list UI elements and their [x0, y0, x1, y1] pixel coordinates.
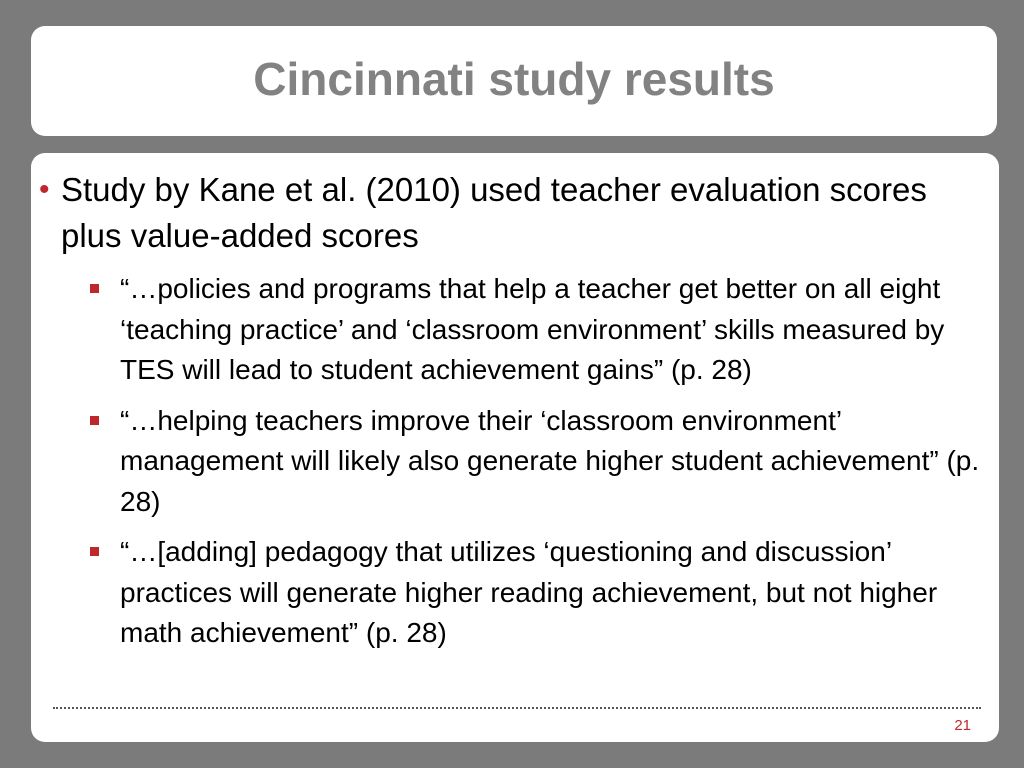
- sub-bullet-item: [120, 269, 990, 391]
- round-bullet-icon: •: [39, 173, 50, 206]
- square-bullet-icon: [90, 416, 99, 425]
- sub-bullet-text: “…policies and programs that help a teacher get better on all eight ‘teaching practice’ and ‘classroom environment’ skills measured by TES will lead to student achievement gains” (p. 28): [120, 273, 945, 385]
- page-number: 21: [954, 717, 971, 734]
- content-panel: [31, 153, 999, 742]
- sub-bullet-item: [120, 532, 990, 654]
- slide-title: Cincinnati study results: [253, 53, 775, 105]
- footer-divider: [53, 707, 981, 709]
- title-panel: [31, 26, 997, 136]
- square-bullet-icon: [90, 284, 99, 293]
- sub-bullet-text: “…helping teachers improve their ‘classroom environment’ management will likely also generate higher student achievement” (p. 28): [120, 404, 980, 517]
- sub-bullet-item: [120, 401, 990, 523]
- main-bullet-text: Study by Kane et al. (2010) used teacher evaluation scores plus value-added scores: [61, 171, 927, 254]
- sub-bullet-list: [31, 269, 999, 664]
- main-bullet: [39, 167, 991, 259]
- square-bullet-icon: [90, 547, 99, 556]
- sub-bullet-text: “…[adding] pedagogy that utilizes ‘questioning and discussion’ practices will generate higher reading achievement, but not higher math achievement” (p. 28): [120, 536, 938, 648]
